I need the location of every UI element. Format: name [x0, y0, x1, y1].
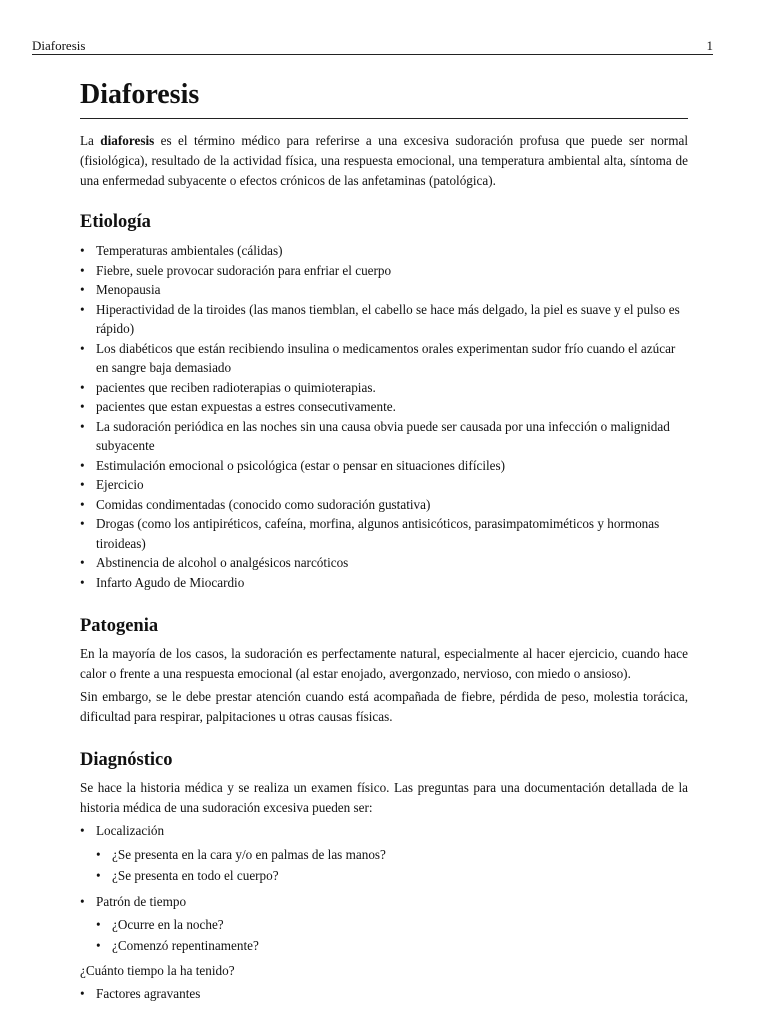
list-item: • Infarto Agudo de Miocardio — [80, 573, 688, 593]
patogenia-paragraph-1: En la mayoría de los casos, la sudoración es perfectamente natural, especialmente al hacer ejercicio, cuando hace calor o frente a una respuesta emocional (al estar enojado, avergonzado, nervioso, con miedo o ansioso). — [80, 646, 688, 681]
section-heading-patogenia: Patogenia — [80, 616, 159, 636]
list-item-patron: • Patrón de tiempo — [80, 892, 688, 912]
article-body — [80, 78, 688, 1004]
list-item: • pacientes que reciben radioterapias o quimioterapias. — [80, 378, 688, 398]
running-header — [32, 38, 713, 55]
section-heading-diagnostico: Diagnóstico — [80, 750, 173, 770]
list-item: • La sudoración periódica en las noches sin una causa obvia puede ser causada por una infección o malignidad subyacente — [80, 417, 688, 456]
list-item: • Estimulación emocional o psicológica (estar o pensar en situaciones difíciles) — [80, 456, 688, 476]
diagnostico-list-factores — [80, 984, 688, 1004]
duracion-question: ¿Cuánto tiempo la ha tenido? — [80, 963, 235, 978]
intro-term: diaforesis — [100, 133, 155, 148]
sub-list-item: • ¿Se presenta en la cara y/o en palmas de las manos? — [96, 844, 688, 865]
patron-sublist — [96, 914, 688, 956]
list-item: • Hiperactividad de la tiroides (las manos tiemblan, el cabello se hace más delgado, la piel es suave y el pulso es rápido) — [80, 300, 688, 339]
etiologia-list — [80, 241, 688, 592]
list-item: • Ejercicio — [80, 475, 688, 495]
list-item: • Menopausia — [80, 280, 688, 300]
page-number: 1 — [706, 38, 713, 53]
list-item: • Comidas condimentadas (conocido como sudoración gustativa) — [80, 495, 688, 515]
sub-list-item: • ¿Se presenta en todo el cuerpo? — [96, 865, 688, 886]
diagnostico-intro: Se hace la historia médica y se realiza un examen físico. Las preguntas para una documentación detallada de la historia médica de una sudoración excesiva pueden ser: — [80, 780, 688, 815]
sub-list-item: • ¿Ocurre en la noche? — [96, 914, 688, 935]
list-item-localizacion: • Localización — [80, 821, 688, 841]
running-header-title: Diaforesis — [32, 38, 86, 53]
section-heading-etiologia: Etiología — [80, 212, 151, 232]
localizacion-sublist — [96, 844, 688, 886]
list-item: • Abstinencia de alcohol o analgésicos narcóticos — [80, 553, 688, 573]
diagnostico-list-localizacion — [80, 821, 688, 841]
sub-list-item: • ¿Comenzó repentinamente? — [96, 935, 688, 956]
article-title: Diaforesis — [80, 78, 688, 119]
list-item: • Drogas (como los antipiréticos, cafeína, morfina, algunos antisicóticos, parasimpatomiméticos y hormonas tiroideas) — [80, 514, 688, 553]
patogenia-paragraph-2: Sin embargo, se le debe prestar atención cuando está acompañada de fiebre, pérdida de peso, molestia torácica, dificultad para respirar, palpitaciones u otras causas físicas. — [80, 689, 688, 724]
intro-paragraph — [80, 131, 688, 191]
list-item-factores: • Factores agravantes — [80, 984, 688, 1004]
intro-lead: La — [80, 133, 101, 148]
list-item: • pacientes que estan expuestas a estres consecutivamente. — [80, 397, 688, 417]
list-item: • Los diabéticos que están recibiendo insulina o medicamentos orales experimentan sudor frío cuando el azúcar en sangre baja demasiado — [80, 339, 688, 378]
list-item: • Temperaturas ambientales (cálidas) — [80, 241, 688, 261]
list-item: • Fiebre, suele provocar sudoración para enfriar el cuerpo — [80, 261, 688, 281]
intro-rest: es el término médico para referirse a una excesiva sudoración profusa que puede ser normal (fisiológica), resultado de la actividad física, una respuesta emocional, una temperatura ambiental alta, síntoma de una enfermedad subyacente o efectos crónicos de las anfetaminas (patológica). — [80, 133, 688, 188]
diagnostico-list-patron — [80, 892, 688, 912]
